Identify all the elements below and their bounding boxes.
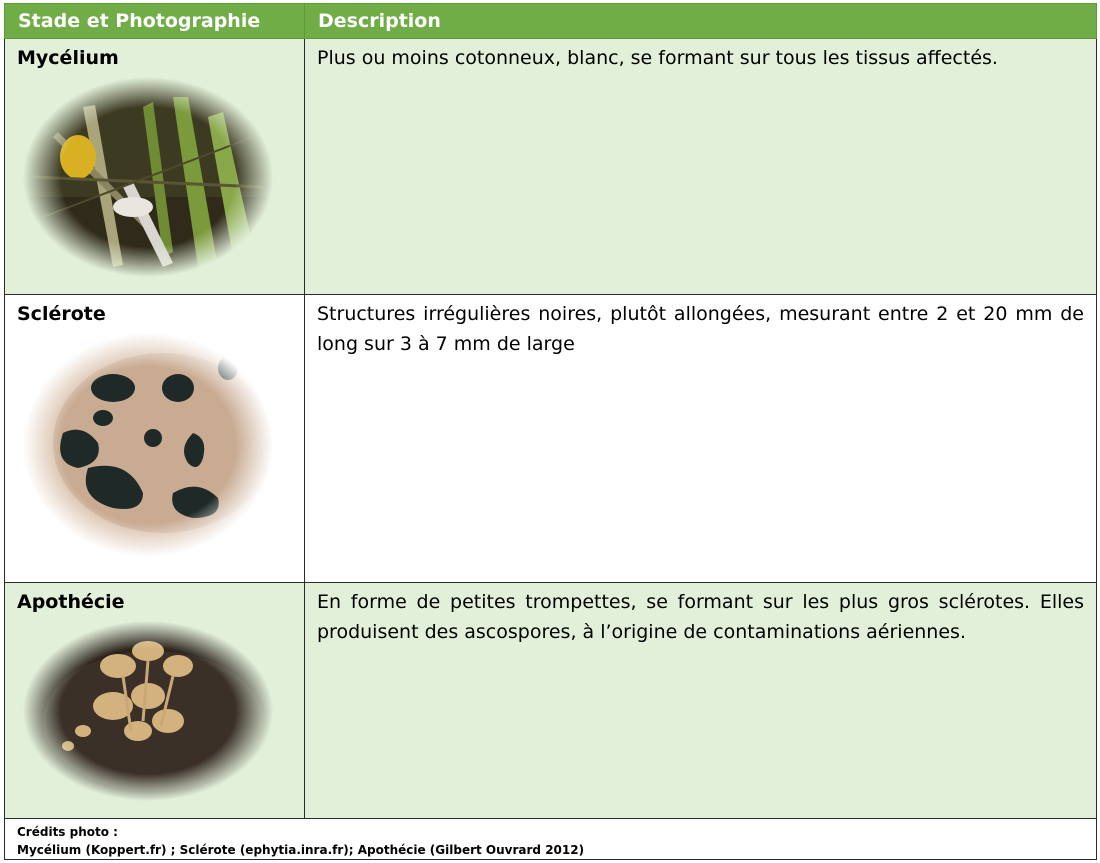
mycelium-photo [23,77,273,277]
sclerote-photo [23,333,273,558]
header-stage: Stade et Photographie [5,4,305,39]
credits-row [5,819,1097,860]
table-row [5,583,1097,819]
description-cell [305,39,1097,295]
stage-description: En forme de petites trompettes, se formant sur les plus gros sclérotes. Elles produisent des ascospores, à l’origine de contaminations aériennes. [317,591,1084,643]
credits-cell [5,819,1097,860]
stage-name: Apothécie [17,591,125,613]
header-description: Description [305,4,1097,39]
credits-title: Crédits photo : [17,825,118,839]
stage-description: Structures irrégulières noires, plutôt allongées, mesurant entre 2 et 20 mm de long sur 3 à 7 mm de large [317,303,1084,355]
description-cell [305,295,1097,583]
stage-description: Plus ou moins cotonneux, blanc, se formant sur tous les tissus affectés. [317,47,998,69]
description-cell [305,583,1097,819]
stage-cell [5,295,305,583]
apothecie-photo [23,621,273,801]
credits-text: Mycélium (Koppert.fr) ; Sclérote (ephytia.inra.fr); Apothécie (Gilbert Ouvrard 2012) [17,843,585,857]
table-header-row [5,4,1097,39]
table-row [5,39,1097,295]
table-row [5,295,1097,583]
stage-cell [5,39,305,295]
stage-name: Sclérote [17,303,106,325]
stage-name: Mycélium [17,47,119,69]
stages-table [4,3,1097,860]
stage-cell [5,583,305,819]
